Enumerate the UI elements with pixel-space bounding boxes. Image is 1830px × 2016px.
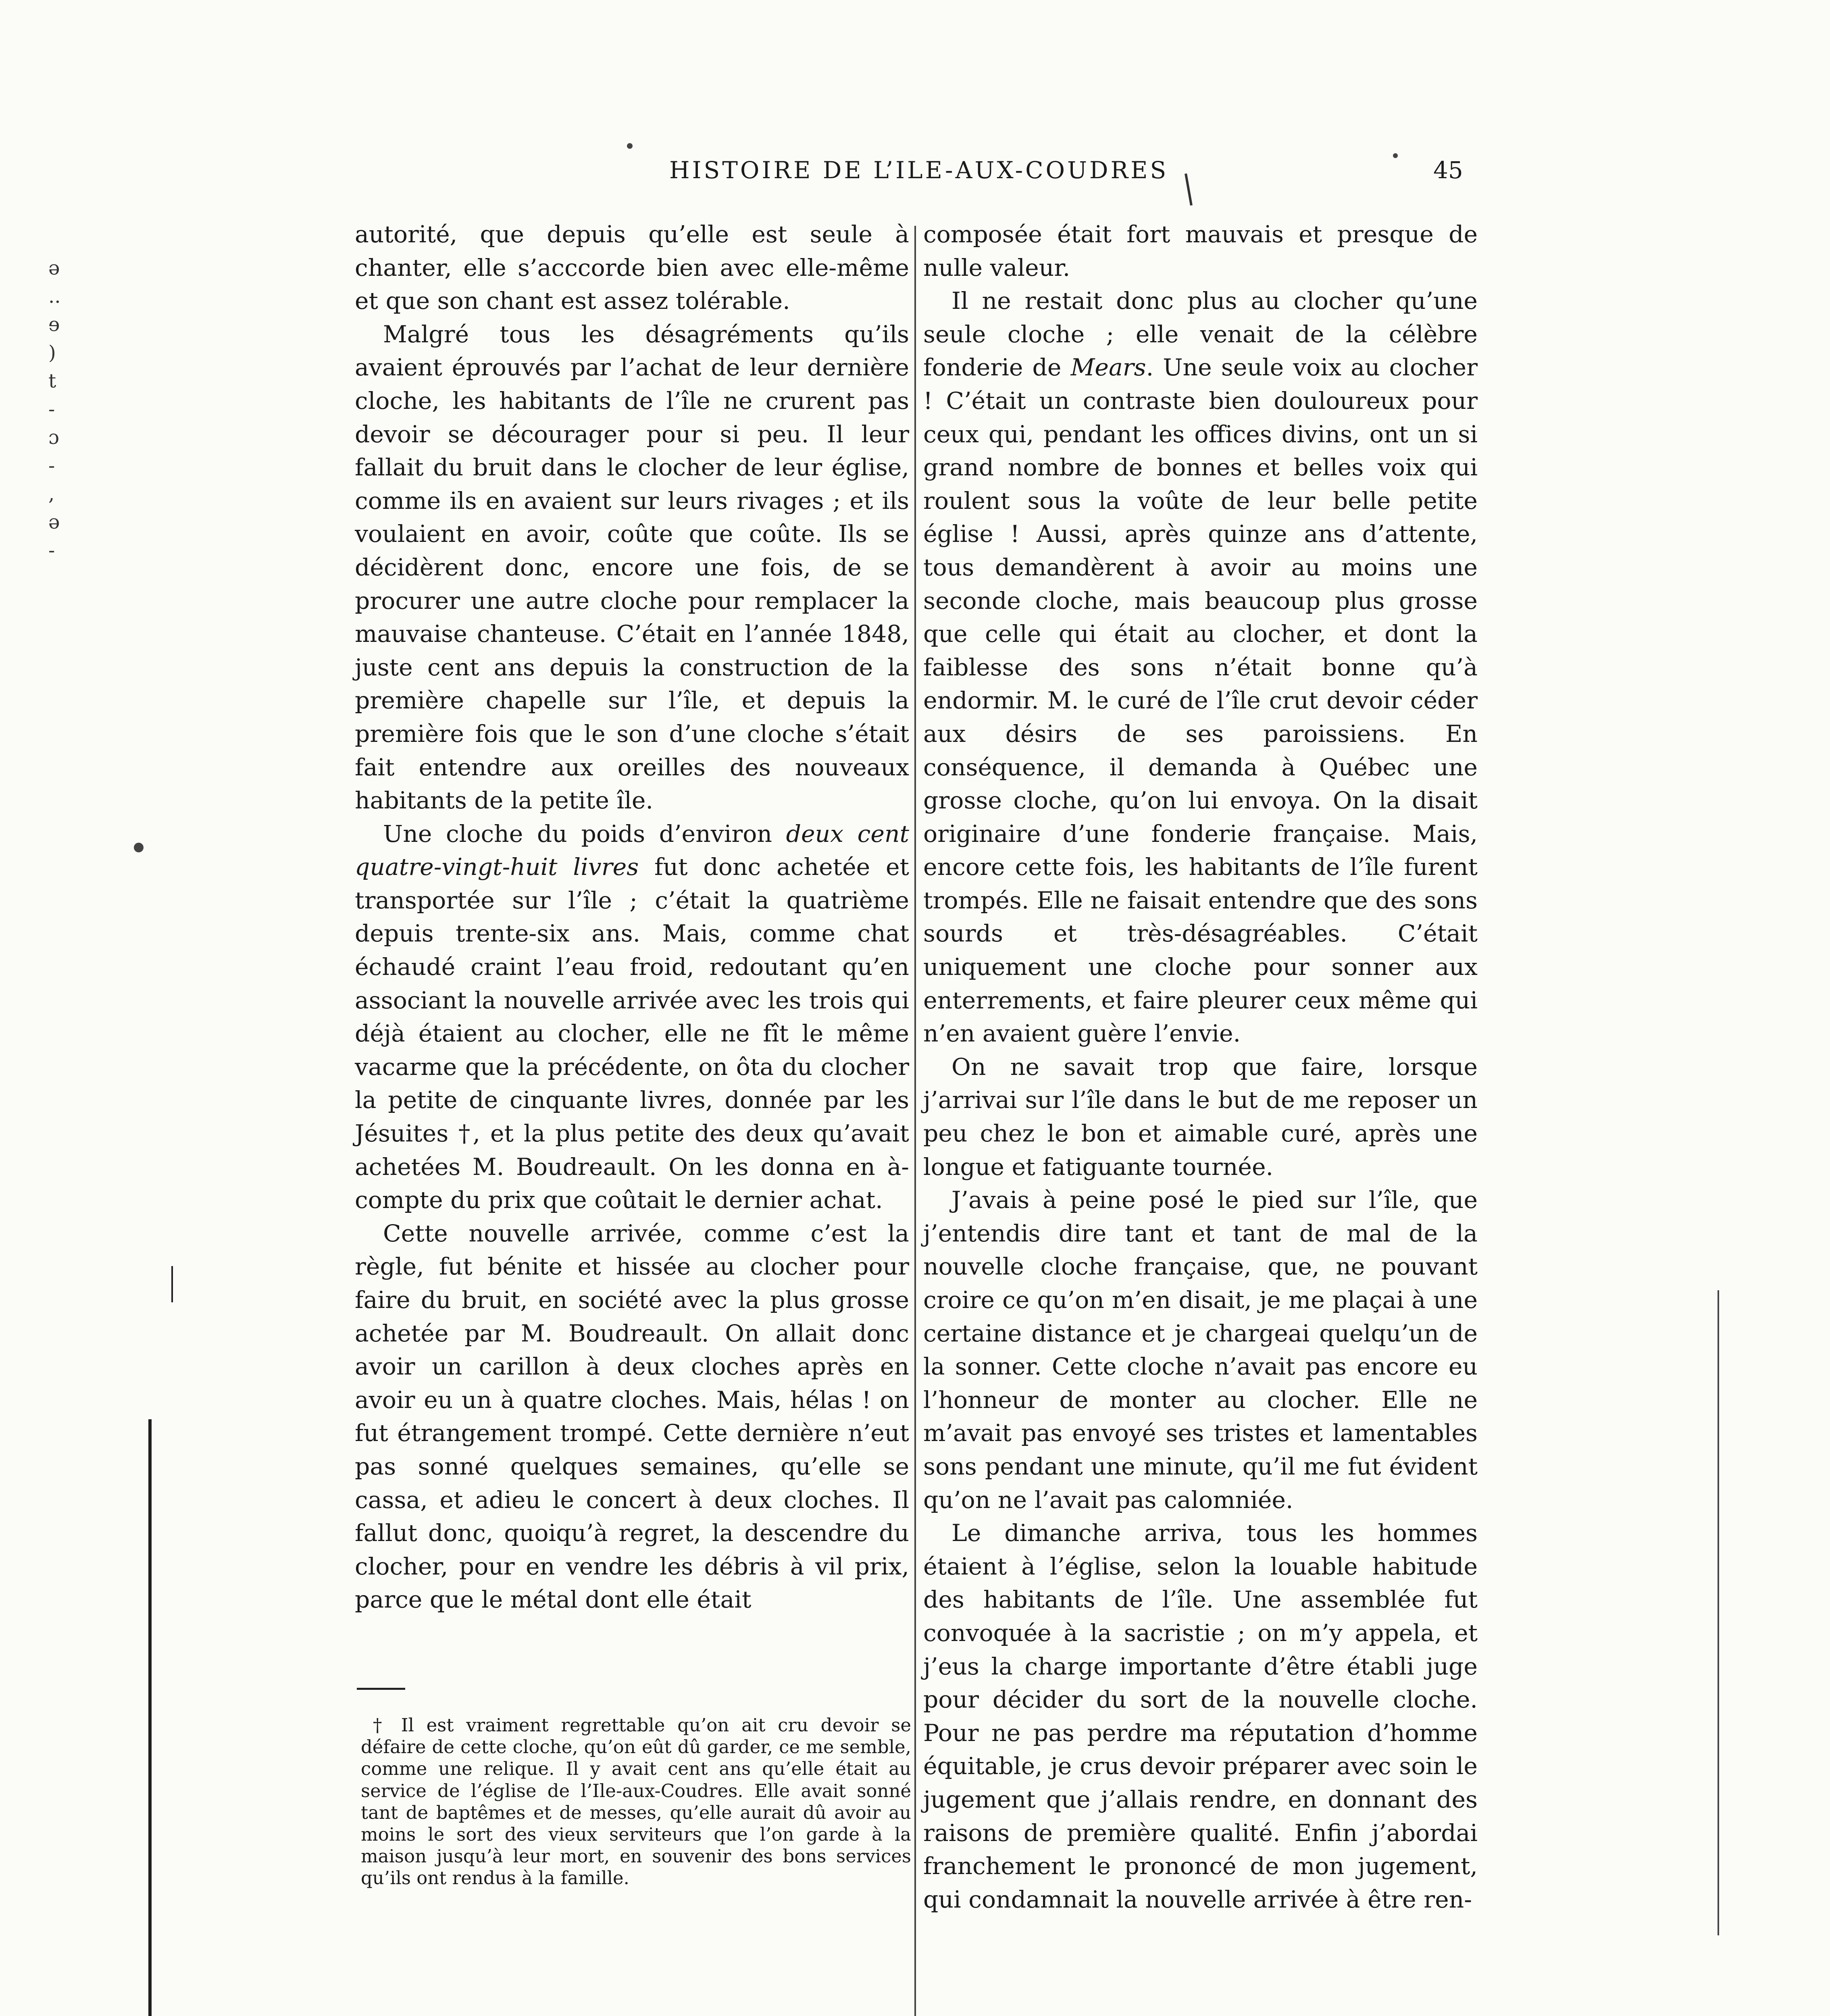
paragraph: [923, 1516, 1478, 1916]
text-column-right: [923, 218, 1478, 1916]
paragraph-text: Malgré tous les désagréments qu’ils avaient éprouvés par l’achat de leur dernière cloche, les habitants de l’île ne crurent pas devoir se décourager pour si peu. Il leur fallait du bruit dans le clocher de leur église, comme ils en avaient sur leurs rivages ; et ils voulaient en avoir, coûte que coûte. Ils se décidèrent donc, encore une fois, de se procurer une autre cloche pour remplacer la mauvaise chanteuse. C’était en l’année 1848, juste cent ans depuis la construction de la première chapelle sur l’île, et depuis la première fois que le son d’une cloche s’était fait entendre aux oreilles des nouveaux habitants de la petite île.: [355, 320, 909, 814]
paragraph: [923, 218, 1478, 284]
italic-phrase: Mears: [1070, 354, 1146, 381]
paragraph: [923, 1183, 1478, 1516]
paragraph-text: composée était fort mauvais et presque de nulle valeur.: [923, 221, 1478, 281]
page-edge-line: [171, 1266, 173, 1302]
paragraph: [355, 817, 909, 1217]
paragraph-text: Le dimanche arriva, tous les hommes étaient à l’église, selon la louable habitude des habitants de l’île. Une assemblée fut convoquée à la sacristie ; on m’y appela, et j’eus la charge importante d’être établi juge pour décider du sort de la nouvelle cloche. Pour ne pas perdre ma réputation d’homme équitable, je crus devoir préparer avec soin le jugement que j’allais rendre, en donnant des raisons de première qualité. Enfin j’abordai franchement le prononcé de mon jugement, qui condamnait la nouvelle arrivée à être ren-: [923, 1519, 1478, 1913]
left-margin-bleed: ə .. ɘ ) t - ɔ - , ə -: [48, 257, 61, 562]
ink-speck: [627, 143, 633, 149]
paragraph-text: autorité, que depuis qu’elle est seule à chanter, elle s’acccorde bien avec elle-même et que son chant est assez tolérable.: [355, 221, 909, 315]
paragraph-text: Il ne restait donc plus au clocher qu’une seule cloche ; elle venait de la célèbre fonderie de: [923, 287, 1478, 381]
page-number: 45: [1433, 156, 1463, 184]
ink-speck: [134, 843, 144, 852]
paragraph: [355, 218, 909, 318]
paragraph: [923, 1050, 1478, 1183]
italic-phrase: deux cent quatre-vingt-huit livres: [355, 820, 909, 881]
paragraph-text: fut donc achetée et transportée sur l’île ; c’était la quatrième depuis trente-six ans. Mais, comme chat échaudé craint l’eau froid, redoutant qu’en associant la nouvelle arrivée avec les trois qui déjà étaient au clocher, elle ne fît le même vacarme que la précédente, on ôta du clocher la petite de cinquante livres, donnée par les Jésuites †, et la plus petite des deux qu’avait achetées M. Boudreault. On les donna en à-compte du prix que coûtait le dernier achat.: [355, 853, 909, 1214]
text-column-left: [355, 218, 909, 1616]
paragraph-text: On ne savait trop que faire, lorsque j’arrivai sur l’île dans le but de me reposer un peu chez le bon et aimable curé, après une longue et fatiguante tournée.: [923, 1053, 1478, 1181]
footnote-rule: [357, 1688, 405, 1690]
paragraph-text: Une cloche du poids d’environ: [383, 820, 786, 848]
footnote-text: † Il est vraiment regrettable qu’on ait cru devoir se défaire de cette cloche, qu’on eût dû garder, ce me semble, comme une relique. Il y avait cent ans qu’elle était au service de l’église de l’Ile-aux-Coudres. Elle avait sonné tant de baptêmes et de messes, qu’elle aurait dû avoir au moins le sort des vieux serviteurs que l’on garde à la maison jusqu’à leur mort, en souvenir des bons services qu’ils ont rendus à la famille.: [361, 1714, 911, 1889]
running-title: HISTOIRE DE L’ILE-AUX-COUDRES: [669, 156, 1169, 184]
paragraph: [355, 1217, 909, 1616]
footnote: [361, 1714, 911, 1889]
paragraph-text: . Une seule voix au clocher ! C’était un contraste bien douloureux pour ceux qui, pendant les offices divins, ont un si grand nombre de bonnes et belles voix qui roulent sous la voûte de leur belle petite église ! Aussi, après quinze ans d’attente, tous demandèrent à avoir au moins une seconde cloche, mais beaucoup plus grosse que celle qui était au clocher, et dont la faiblesse des sons n’était bonne qu’à endormir. M. le curé de l’île crut devoir céder aux désirs de ses paroissiens. En conséquence, il demanda à Québec une grosse cloche, qu’on lui envoya. On la disait originaire d’une fonderie française. Mais, encore cette fois, les habitants de l’île furent trompés. Elle ne faisait entendre que des sons sourds et très-désagréables. C’était uniquement une cloche pour sonner aux enterrements, et faire pleurer ceux même qui n’en avaient guère l’envie.: [923, 354, 1478, 1048]
paragraph: [923, 284, 1478, 1050]
page-edge-line: [148, 1419, 152, 2016]
right-edge-line: [1718, 1290, 1719, 1935]
ink-speck: [1393, 153, 1398, 158]
column-divider: [914, 226, 916, 2016]
paragraph-text: J’avais à peine posé le pied sur l’île, que j’entendis dire tant et tant de mal de la nouvelle cloche française, que, ne pouvant croire ce qu’on m’en disait, je me plaçai à une certaine distance et je chargeai quelqu’un de la sonner. Cette cloche n’avait pas encore eu l’honneur de monter au clocher. Elle ne m’avait pas envoyé ses tristes et lamentables sons pendant une minute, qu’il me fut évident qu’on ne l’avait pas calomniée.: [923, 1186, 1478, 1514]
paragraph: [355, 318, 909, 817]
ink-mark: [1185, 173, 1193, 206]
paragraph-text: Cette nouvelle arrivée, comme c’est la règle, fut bénite et hissée au clocher pour faire du bruit, en société avec la plus grosse achetée par M. Boudreault. On allait donc avoir un carillon à deux cloches après en avoir eu un à quatre cloches. Mais, hélas ! on fut étrangement trompé. Cette dernière n’eut pas sonné quelques semaines, qu’elle se cassa, et adieu le concert à deux cloches. Il fallut donc, quoiqu’à regret, la descendre du clocher, pour en vendre les débris à vil prix, parce que le métal dont elle était: [355, 1219, 909, 1614]
